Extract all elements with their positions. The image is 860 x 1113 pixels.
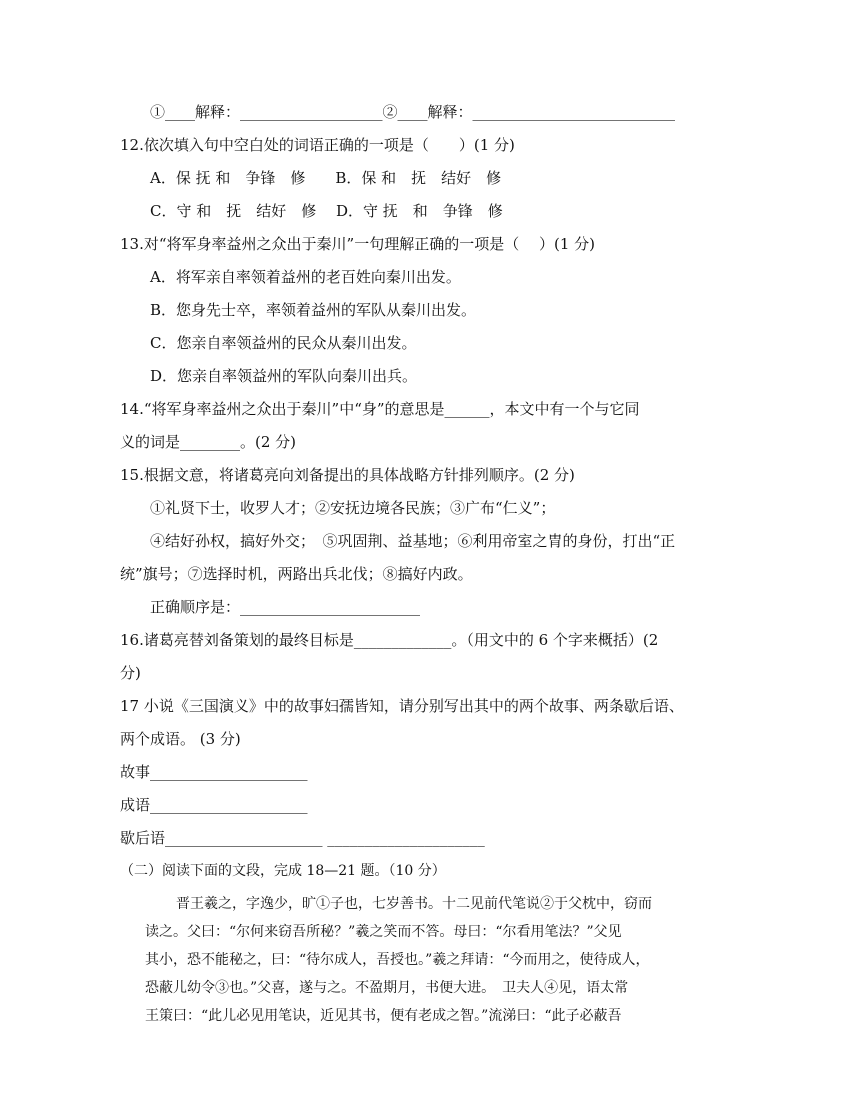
q13-option-d: D．您亲自率领益州的军队向秦川出兵。 <box>150 367 418 385</box>
q17-idiom-blank: 成语_____________________ <box>120 796 308 814</box>
q13-option-c: C．您亲自率领益州的民众从秦川出发。 <box>150 334 417 352</box>
q12-title: 12.依次填入句中空白处的词语正确的一项是（ ）(1 分) <box>120 136 515 154</box>
q11-blank-line: ①____解释：___________________②____解释：___________________________ <box>150 103 676 121</box>
q13-option-a: A．将军亲自率领着益州的老百姓向秦川出发。 <box>150 268 461 286</box>
q14-line-2: 义的词是________。(2 分) <box>120 433 297 451</box>
q17-line-1: 17 小说《三国演义》中的故事妇孺皆知，请分别写出其中的两个故事、两条歇后语、 <box>120 697 684 715</box>
q16-line-1: 16.诸葛亮替刘备策划的最终目标是_____________。（用文中的 6 个字来概括）(2 <box>120 631 659 649</box>
q15-answer-line: 正确顺序是：________________________ <box>150 598 421 616</box>
passage-line-2: 读之。父曰：“尔何来窃吾所秘？”羲之笑而不答。母曰：“尔看用笔法？”父见 <box>145 924 622 940</box>
passage-line-4: 恐蔽儿幼令③也。”父喜，遂与之。不盈期月，书便大进。 卫夫人④见，语太常 <box>145 980 629 996</box>
q17-line-2: 两个成语。 (3 分) <box>120 730 241 748</box>
q15-title: 15.根据文意，将诸葛亮向刘备提出的具体战略方针排列顺序。(2 分) <box>120 466 575 484</box>
q17-xiehouyu-blank: 歇后语_____________________ _____________________ <box>120 829 485 847</box>
passage-line-3: 其小，恐不能秘之，曰：“待尔成人，吾授也。”羲之拜请：“今而用之，使待成人， <box>145 952 650 968</box>
q15-items-1: ①礼贤下士，收罗人才；②安抚边境各民族；③广布“仁义”； <box>150 499 556 517</box>
q15-items-3: 统”旗号；⑦选择时机，两路出兵北伐；⑧搞好内政。 <box>120 565 473 583</box>
section-2-heading: （二）阅读下面的文段，完成 18—21 题。（10 分） <box>120 863 446 879</box>
q13-title: 13.对“将军身率益州之众出于秦川”一句理解正确的一项是（ ）(1 分) <box>120 235 595 253</box>
q13-option-b: B．您身先士卒，率领着益州的军队从秦川出发。 <box>150 301 477 319</box>
q12-option-cd: C．守 和 抚 结好 修 D．守 抚 和 争锋 修 <box>150 202 503 220</box>
q12-option-ab: A．保 抚 和 争锋 修 B．保 和 抚 结好 修 <box>150 169 502 187</box>
passage-line-5: 王策曰：“此儿必见用笔诀，近见其书，便有老成之智。”流涕曰：“此子必蔽吾 <box>145 1008 622 1024</box>
q14-line-1: 14.“将军身率益州之众出于秦川”中“身”的意思是______，本文中有一个与它同 <box>120 400 640 418</box>
q16-line-2: 分) <box>120 664 141 682</box>
passage-line-1: 晋王羲之，字逸少，旷①子也，七岁善书。十二见前代笔说②于父枕中，窃而 <box>176 896 652 912</box>
q17-story-blank: 故事_____________________ <box>120 763 308 781</box>
q15-items-2: ④结好孙权，搞好外交； ⑤巩固荆、益基地；⑥利用帝室之胄的身份，打出“正 <box>150 532 676 550</box>
